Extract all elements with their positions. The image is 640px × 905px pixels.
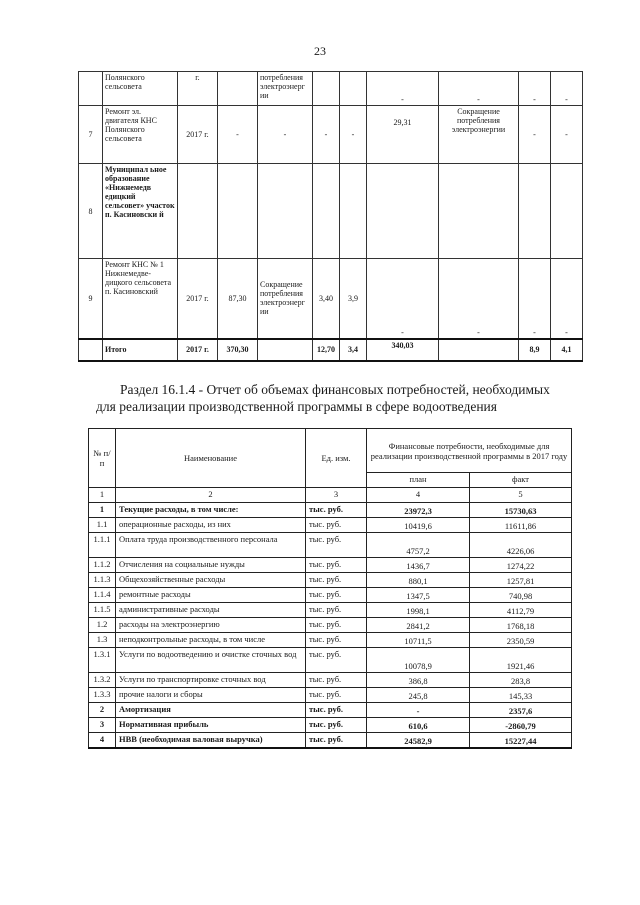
cell: - [367, 72, 439, 106]
row-fact: 1768,18 [470, 618, 572, 633]
table-row [89, 673, 572, 688]
header-financial-needs: Финансовые потребности, необходимые для реализации производственной программы в 2017 году [367, 429, 572, 473]
row-number: 1.3.3 [89, 688, 116, 703]
row-name: Отчисления на социальные нужды [116, 558, 306, 573]
row-fact: -2860,79 [470, 718, 572, 733]
row-fact: 4226,06 [470, 533, 572, 558]
cell: - [519, 72, 551, 106]
measure-year: 2017 г. [178, 106, 218, 164]
total-year: 2017 г. [178, 339, 218, 361]
row-unit: тыс. руб. [306, 718, 367, 733]
row-fact: 2357,6 [470, 703, 572, 718]
row-fact: 283,8 [470, 673, 572, 688]
cell: - [519, 106, 551, 164]
row-name: Общехозяйственные расходы [116, 573, 306, 588]
row-unit: тыс. руб. [306, 648, 367, 673]
table-row [89, 533, 572, 558]
row-plan: 245,8 [367, 688, 470, 703]
table-row [79, 72, 583, 106]
row-plan: 4757,2 [367, 533, 470, 558]
cell: - [551, 106, 583, 164]
row-number: 1.1.4 [89, 588, 116, 603]
table-row [89, 558, 572, 573]
row-number: 3 [89, 718, 116, 733]
table-row [89, 518, 572, 533]
measure-name: Ремонт эл. двигателя КНС Полянского сельсовета [103, 106, 178, 164]
row-fact: 145,33 [470, 688, 572, 703]
row-plan: 1436,7 [367, 558, 470, 573]
row-unit: тыс. руб. [306, 703, 367, 718]
row-unit: тыс. руб. [306, 688, 367, 703]
row-number: 8 [79, 164, 103, 259]
table-row [89, 573, 572, 588]
measure-year: г. [178, 72, 218, 106]
row-fact: 1921,46 [470, 648, 572, 673]
row-number: 1.1.1 [89, 533, 116, 558]
row-unit: тыс. руб. [306, 733, 367, 749]
row-plan: 1347,5 [367, 588, 470, 603]
measures-table [78, 71, 583, 362]
row-number: 1.3.2 [89, 673, 116, 688]
row-name: Амортизация [116, 703, 306, 718]
header-fact: факт [470, 473, 572, 488]
row-number: 1.1.5 [89, 603, 116, 618]
total-cell: 3,4 [340, 339, 367, 361]
cell: - [551, 72, 583, 106]
row-plan: 386,8 [367, 673, 470, 688]
header-num: № п/п [89, 429, 116, 488]
table-index-row [89, 488, 572, 503]
section-title-line: для реализации производственной программы в сфере водоотведения [96, 399, 497, 414]
total-cell: 12,70 [313, 339, 340, 361]
column-index: 4 [367, 488, 470, 503]
row-name: административные расходы [116, 603, 306, 618]
cell [340, 72, 367, 106]
row-unit: тыс. руб. [306, 573, 367, 588]
cell: 87,30 [218, 259, 258, 339]
table-header-row [89, 429, 572, 473]
row-fact: 15730,63 [470, 503, 572, 518]
row-number: 7 [79, 106, 103, 164]
row-number: 1.1 [89, 518, 116, 533]
table-row [79, 259, 583, 339]
table-row [89, 603, 572, 618]
total-cell: 370,30 [218, 339, 258, 361]
row-number [79, 72, 103, 106]
total-row [89, 733, 572, 749]
row-fact: 1274,22 [470, 558, 572, 573]
row-number: 1.3.1 [89, 648, 116, 673]
row-name: операционные расходы, из них [116, 518, 306, 533]
row-fact: 15227,44 [470, 733, 572, 749]
financial-needs-table [88, 428, 572, 749]
row-name: Услуги по водоотведению и очистке сточных вод [116, 648, 306, 673]
measure-year: 2017 г. [178, 259, 218, 339]
row-fact: 740,98 [470, 588, 572, 603]
total-cell: 4,1 [551, 339, 583, 361]
row-unit: тыс. руб. [306, 633, 367, 648]
cell: - [340, 106, 367, 164]
section-title-line: Раздел 16.1.4 - Отчет об объемах финансовых потребностей, необходимых [120, 382, 550, 397]
row-name: НВВ (необходимая валовая выручка) [116, 733, 306, 749]
row-unit: тыс. руб. [306, 618, 367, 633]
cell: - [313, 106, 340, 164]
header-unit: Ед. изм. [306, 429, 367, 488]
cell: - [367, 259, 439, 339]
table-row [89, 503, 572, 518]
cell: 29,31 [367, 106, 439, 164]
header-name: Наименование [116, 429, 306, 488]
row-name: неподконтрольные расходы, в том числе [116, 633, 306, 648]
row-name: прочие налоги и сборы [116, 688, 306, 703]
cell: - [258, 106, 313, 164]
measure-effect: потребления электроэнерг ии [258, 72, 313, 106]
row-number: 1.1.3 [89, 573, 116, 588]
row-fact: 4112,79 [470, 603, 572, 618]
cell: 3,40 [313, 259, 340, 339]
table-row [89, 618, 572, 633]
measure-name: Ремонт КНС № 1 Нижнемедве-дицкого сельсовета п. Касиновский [103, 259, 178, 339]
table-row [79, 106, 583, 164]
cell: - [218, 106, 258, 164]
column-index: 2 [116, 488, 306, 503]
cell: - [519, 259, 551, 339]
column-index: 5 [470, 488, 572, 503]
total-row [79, 339, 583, 361]
cell: 3,9 [340, 259, 367, 339]
row-fact: 11611,86 [470, 518, 572, 533]
row-name: Нормативная прибыль [116, 718, 306, 733]
row-number: 1 [89, 503, 116, 518]
row-plan: 24582,9 [367, 733, 470, 749]
row-plan: 10711,5 [367, 633, 470, 648]
total-cell: 8,9 [519, 339, 551, 361]
row-plan: 880,1 [367, 573, 470, 588]
row-name: расходы на электроэнергию [116, 618, 306, 633]
table-row [89, 688, 572, 703]
table-row [89, 718, 572, 733]
row-plan: 1998,1 [367, 603, 470, 618]
header-plan: план [367, 473, 470, 488]
column-index: 1 [89, 488, 116, 503]
row-unit: тыс. руб. [306, 558, 367, 573]
cell [218, 72, 258, 106]
measure-effect: Сокращение потребления электроэнергии [439, 106, 519, 164]
row-number: 2 [89, 703, 116, 718]
cell: - [439, 259, 519, 339]
row-name: Оплата труда производственного персонала [116, 533, 306, 558]
table-row [89, 588, 572, 603]
row-plan: 610,6 [367, 718, 470, 733]
measure-effect: - [439, 72, 519, 106]
measure-effect: Сокращение потребления электроэнерг ии [258, 259, 313, 339]
row-name: Текущие расходы, в том числе: [116, 503, 306, 518]
total-cell: 340,03 [367, 339, 439, 361]
row-number: 9 [79, 259, 103, 339]
measure-name: Полянского сельсовета [103, 72, 178, 106]
row-plan: 2841,2 [367, 618, 470, 633]
row-number: 1.3 [89, 633, 116, 648]
total-label: Итого [103, 339, 178, 361]
row-plan: - [367, 703, 470, 718]
row-plan: 10078,9 [367, 648, 470, 673]
row-unit: тыс. руб. [306, 603, 367, 618]
row-name: ремонтные расходы [116, 588, 306, 603]
page-number: 23 [314, 44, 326, 58]
cell [313, 72, 340, 106]
table-row [79, 164, 583, 259]
row-unit: тыс. руб. [306, 673, 367, 688]
row-number: 1.1.2 [89, 558, 116, 573]
row-plan: 23972,3 [367, 503, 470, 518]
row-fact: 2350,59 [470, 633, 572, 648]
row-fact: 1257,81 [470, 573, 572, 588]
row-name: Услуги по транспортировке сточных вод [116, 673, 306, 688]
row-number: 4 [89, 733, 116, 749]
municipality-name: Муниципал ьное образование «Нижнемедв едицкий сельсовет» участок п. Касиновски й [103, 164, 178, 259]
row-unit: тыс. руб. [306, 518, 367, 533]
row-plan: 10419,6 [367, 518, 470, 533]
cell: - [551, 259, 583, 339]
column-index: 3 [306, 488, 367, 503]
row-number: 1.2 [89, 618, 116, 633]
row-unit: тыс. руб. [306, 588, 367, 603]
section-title [96, 381, 566, 415]
table-row [89, 633, 572, 648]
table-row [89, 648, 572, 673]
row-unit: тыс. руб. [306, 533, 367, 558]
table-row [89, 703, 572, 718]
row-unit: тыс. руб. [306, 503, 367, 518]
